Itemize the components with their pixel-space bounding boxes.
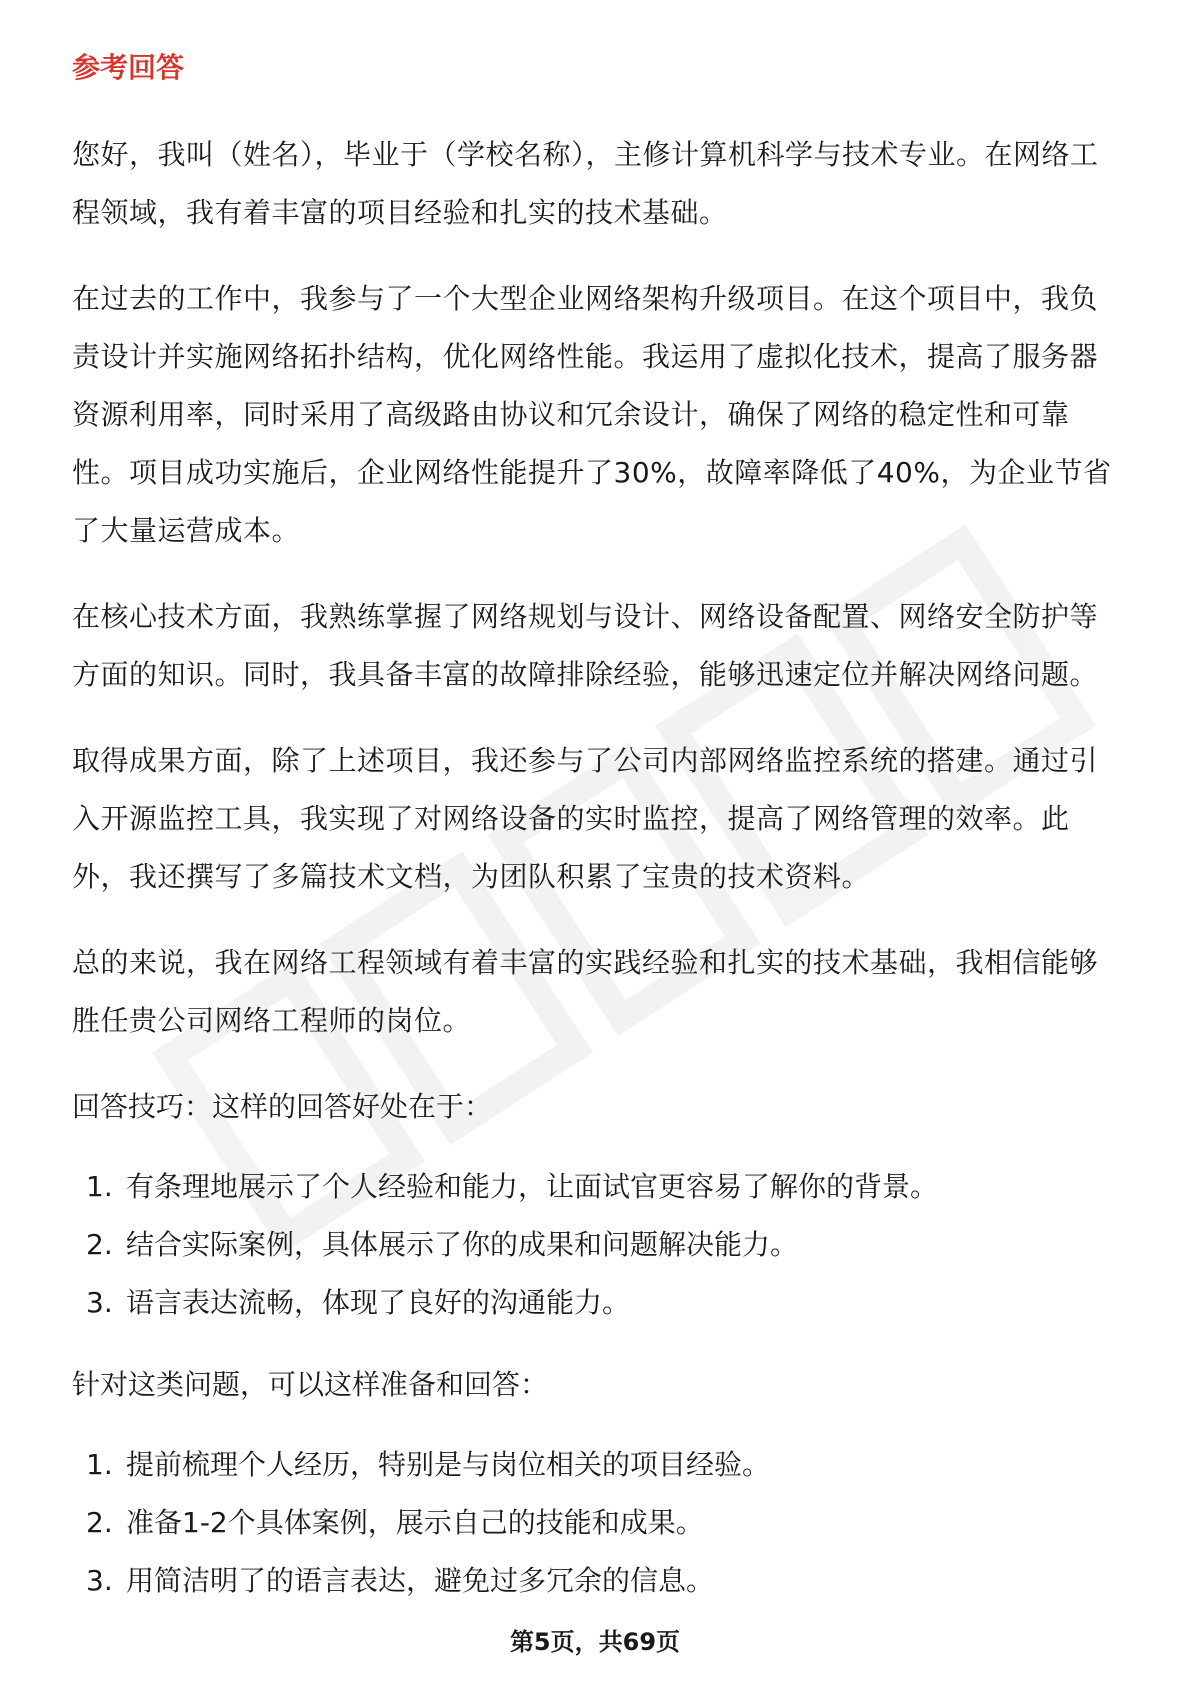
list-item xyxy=(72,1216,1118,1274)
list-number: 1. xyxy=(86,1448,113,1481)
document-page xyxy=(72,48,1118,1634)
tips-list xyxy=(72,1158,1118,1332)
list-text: 语言表达流畅，体现了良好的沟通能力。 xyxy=(126,1286,631,1319)
list-item xyxy=(72,1274,1118,1332)
paragraph-summary: 总的来说，我在网络工程领域有着丰富的实践经验和扎实的技术基础，我相信能够胜任贵公司网络工程师的岗位。 xyxy=(72,946,1099,1037)
list-number: 3. xyxy=(86,1286,113,1319)
list-item xyxy=(72,1552,1118,1610)
paragraph-achievements: 取得成果方面，除了上述项目，我还参与了公司内部网络监控系统的搭建。通过引入开源监控工具，我实现了对网络设备的实时监控，提高了网络管理的效率。此外，我还撰写了多篇技术文档，为团队积累了宝贵的技术资料。 xyxy=(72,744,1099,893)
list-number: 3. xyxy=(86,1564,113,1597)
list-text: 用简洁明了的语言表达，避免过多冗余的信息。 xyxy=(126,1564,715,1597)
list-text: 提前梳理个人经历，特别是与岗位相关的项目经验。 xyxy=(126,1448,771,1481)
paragraph-intro: 您好，我叫（姓名），毕业于（学校名称），主修计算机科学与技术专业。在网络工程领域，我有着丰富的项目经验和扎实的技术基础。 xyxy=(72,138,1099,229)
list-item xyxy=(72,1158,1118,1216)
list-text: 有条理地展示了个人经验和能力，让面试官更容易了解你的背景。 xyxy=(126,1170,939,1203)
list-item xyxy=(72,1494,1118,1552)
list-number: 1. xyxy=(86,1170,113,1203)
paragraph-project: 在过去的工作中，我参与了一个大型企业网络架构升级项目。在这个项目中，我负责设计并实施网络拓扑结构，优化网络性能。我运用了虚拟化技术，提高了服务器资源利用率，同时采用了高级路由协议和冗余设计，确保了网络的稳定性和可靠性。项目成功实施后，企业网络性能提升了30%，故障率降低了40%，为企业节省了大量运营成本。 xyxy=(72,282,1112,547)
list-text: 结合实际案例，具体展示了你的成果和问题解决能力。 xyxy=(126,1228,799,1261)
tips-label: 回答技巧：这样的回答好处在于： xyxy=(72,1090,493,1123)
list-item xyxy=(72,1436,1118,1494)
prep-label: 针对这类问题，可以这样准备和回答： xyxy=(72,1368,549,1401)
prep-list xyxy=(72,1436,1118,1610)
list-number: 2. xyxy=(86,1506,113,1539)
page-number-footer: 第5页，共69页 xyxy=(509,1628,681,1656)
list-text: 准备1-2个具体案例，展示自己的技能和成果。 xyxy=(126,1506,704,1539)
list-number: 2. xyxy=(86,1228,113,1261)
section-heading: 参考回答 xyxy=(72,51,185,84)
paragraph-core-skills: 在核心技术方面，我熟练掌握了网络规划与设计、网络设备配置、网络安全防护等方面的知识。同时，我具备丰富的故障排除经验，能够迅速定位并解决网络问题。 xyxy=(72,600,1099,691)
